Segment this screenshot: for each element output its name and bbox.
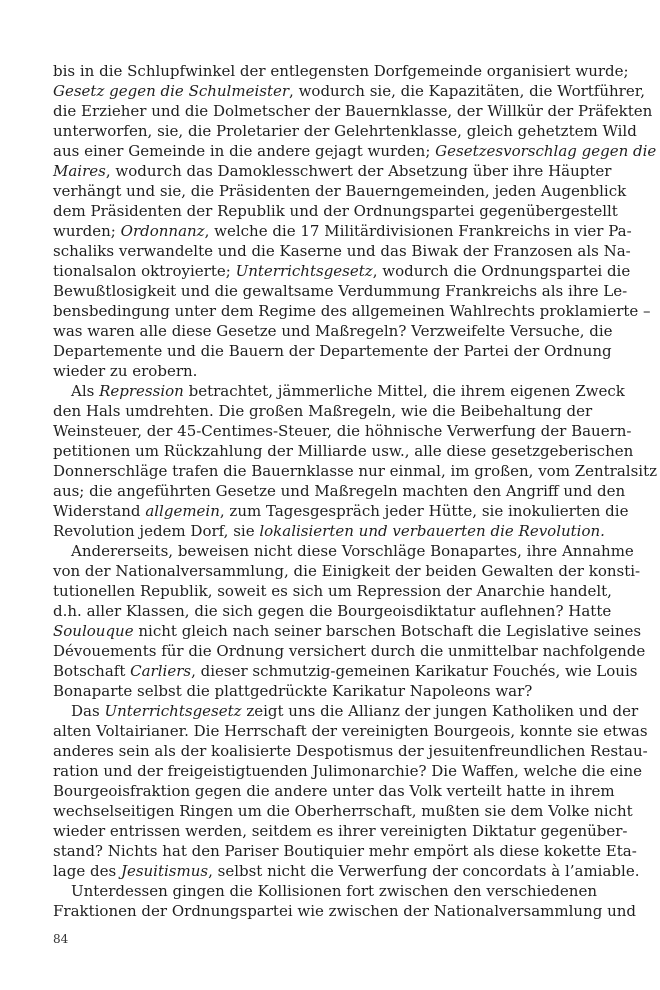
text-run: Unterdessen gingen die Kollisionen fort zwischen den verschiedenen (71, 882, 597, 900)
italic-phrase: Unterrichtsgesetz (104, 702, 242, 720)
text-run: den Hals umdrehten. Die großen Maßregeln, wie die Beibehaltung der (53, 402, 593, 420)
italic-phrase: allgemein (145, 502, 220, 520)
text-line (53, 61, 629, 81)
text-run: , wodurch die Ordnungspartei die (372, 262, 631, 280)
text-line (53, 841, 637, 861)
text-run: dem Präsidenten der Republik und der Ordnungspartei gegenübergestellt (53, 202, 618, 220)
text-run: wurden; (53, 222, 121, 240)
text-run: Dévouements für die Ordnung versichert durch die unmittelbar nachfolgende (53, 642, 646, 660)
text-line (53, 681, 574, 701)
text-run: Widerstand (53, 502, 146, 520)
text-line (53, 141, 657, 161)
text-line (53, 361, 574, 381)
text-run: tionalsalon oktroyierte; (53, 262, 236, 280)
text-line (53, 801, 633, 821)
text-line (53, 81, 646, 101)
text-run: ration und der freigeistigtuenden Julimonarchie? Die Waffen, welche die eine (53, 762, 643, 780)
text-line (53, 721, 648, 741)
text-line (53, 881, 597, 901)
text-run: wechselseitigen Ringen um die Oberherrschaft, mußten sie dem Volke nicht (53, 802, 633, 820)
text-run: wieder entrissen werden, seitdem es ihrer vereinigten Diktatur gegenüber- (53, 822, 628, 840)
text-run: bis in die Schlupfwinkel der entlegensten Dorfgemeinde organisiert wurde; (53, 62, 629, 80)
text-run: Andererseits, beweisen nicht diese Vorschläge Bonapartes, ihre Annahme (71, 542, 634, 560)
text-line (53, 201, 618, 221)
text-run: Bewußtlosigkeit und die gewaltsame Verdummung Frankreichs als ihre Le- (53, 282, 628, 300)
text-run: petitionen um Rückzahlung der Milliarde usw., alle diese gesetzgeberischen (53, 442, 634, 460)
italic-phrase: Carliers (130, 662, 192, 680)
text-line (53, 301, 651, 321)
text-line (53, 781, 615, 801)
text-run: wieder zu erobern. (53, 362, 198, 380)
text-run: Bonaparte selbst die plattgedrückte Karikatur Napoleons war? (53, 682, 533, 700)
text-run: zeigt uns die Allianz der jungen Katholiken und der (241, 702, 639, 720)
italic-phrase: Unterrichtsgesetz (235, 262, 373, 280)
text-line (53, 421, 632, 441)
text-run: betrachtet, jämmerliche Mittel, die ihrem eigenen Zweck (183, 382, 625, 400)
text-run: Bourgeoisfraktion gegen die andere unter das Volk verteilt hatte in ihrem (53, 782, 615, 800)
text-line (53, 641, 646, 661)
text-run: alten Voltairianer. Die Herrschaft der vereinigten Bourgeois, konnte sie etwas (53, 722, 648, 740)
text-run: Weinsteuer, der 45-Centimes-Steuer, die höhnische Verwerfung der Bauern- (53, 422, 632, 440)
text-run: anderes sein als der koalisierte Despotismus der jesuitenfreundlichen Restau- (53, 742, 648, 760)
text-run: was waren alle diese Gesetze und Maßregeln? Verzweifelte Versuche, die (53, 322, 613, 340)
italic-phrase: Maires (53, 162, 106, 180)
italic-phrase: Gesetzesvorschlag gegen die (435, 142, 657, 160)
text-line (53, 261, 631, 281)
body-text (53, 61, 658, 921)
text-line (53, 901, 637, 921)
italic-phrase: Gesetz gegen die Schulmeister (53, 82, 290, 100)
text-line (53, 241, 631, 261)
text-run: Fraktionen der Ordnungspartei wie zwischen der Nationalversammlung und (53, 902, 637, 920)
text-run: Revolution jedem Dorf, sie (53, 522, 260, 540)
text-run: lage des (53, 862, 121, 880)
text-run: tutionellen Republik, soweit es sich um Repression der Anarchie handelt, (53, 582, 612, 600)
italic-phrase: Repression (99, 382, 184, 400)
text-run: bensbedingung unter dem Regime des allgemeinen Wahlrechts proklamierte – (53, 302, 651, 320)
text-run: , selbst nicht die Verwerfung der concordats à l’amiable. (208, 862, 640, 880)
text-run: aus einer Gemeinde in die andere gejagt wurden; (53, 142, 436, 160)
italic-phrase: Jesuitismus (120, 862, 209, 880)
text-line (53, 101, 653, 121)
text-run: von der Nationalversammlung, die Einigkeit der beiden Gewalten der konsti- (53, 562, 641, 580)
text-line (53, 161, 612, 181)
text-line (53, 401, 593, 421)
text-run: die Erzieher und die Dolmetscher der Bauernklasse, der Willkür der Präfekten (53, 102, 653, 120)
text-line (53, 121, 637, 141)
italic-phrase: lokalisierten und verbauerten die Revolution. (259, 522, 605, 540)
italic-phrase: Ordonnanz (120, 222, 205, 240)
text-line (53, 381, 625, 401)
text-run: Als (71, 382, 100, 400)
text-line (53, 501, 629, 521)
text-line (53, 181, 627, 201)
italic-phrase: Soulouque (53, 622, 134, 640)
text-line (53, 321, 613, 341)
text-line (53, 481, 626, 501)
text-line (53, 701, 639, 721)
text-line (53, 621, 642, 641)
text-line (53, 861, 640, 881)
text-run: aus; die angeführten Gesetze und Maßregeln machten den Angriff und den (53, 482, 626, 500)
text-run: , welche die 17 Militärdivisionen Frankreichs in vier Pa- (204, 222, 632, 240)
text-run: unterworfen, sie, die Proletarier der Gelehrtenklasse, gleich gehetztem Wild (53, 122, 637, 140)
text-run: Botschaft (53, 662, 131, 680)
text-line (53, 561, 641, 581)
text-line (53, 221, 632, 241)
text-line (53, 281, 628, 301)
text-run: , wodurch das Damoklesschwert der Absetzung über ihre Häupter (105, 162, 612, 180)
text-run: stand? Nichts hat den Pariser Boutiquier mehr empört als diese kokette Eta- (53, 842, 637, 860)
text-line (53, 661, 638, 681)
text-line (53, 741, 648, 761)
text-line (53, 441, 634, 461)
text-run: schaliks verwandelte und die Kaserne und das Biwak der Franzosen als Na- (53, 242, 631, 260)
text-run: , zum Tagesgespräch jeder Hütte, sie inokulierten die (219, 502, 629, 520)
text-line (53, 601, 612, 621)
text-run: Das (71, 702, 105, 720)
text-line (53, 581, 612, 601)
text-run: verhängt und sie, die Präsidenten der Bauerngemeinden, jeden Augenblick (53, 182, 627, 200)
text-line (53, 521, 605, 541)
text-run: d.h. aller Klassen, die sich gegen die Bourgeoisdiktatur auflehnen? Hatte (53, 602, 612, 620)
text-line (53, 341, 612, 361)
text-run: , wodurch sie, die Kapazitäten, die Wortführer, (289, 82, 646, 100)
text-run: , dieser schmutzig-gemeinen Karikatur Fouchés, wie Louis (191, 662, 638, 680)
text-line (53, 541, 634, 561)
page-number: 84 (53, 932, 69, 946)
text-line (53, 821, 628, 841)
text-run: nicht gleich nach seiner barschen Botschaft die Legislative seines (133, 622, 642, 640)
text-run: Donnerschläge trafen die Bauernklasse nur einmal, im großen, vom Zentralsitz (53, 462, 658, 480)
text-line (53, 461, 658, 481)
text-line (53, 761, 643, 781)
text-run: Departemente und die Bauern der Departemente der Partei der Ordnung (53, 342, 612, 360)
